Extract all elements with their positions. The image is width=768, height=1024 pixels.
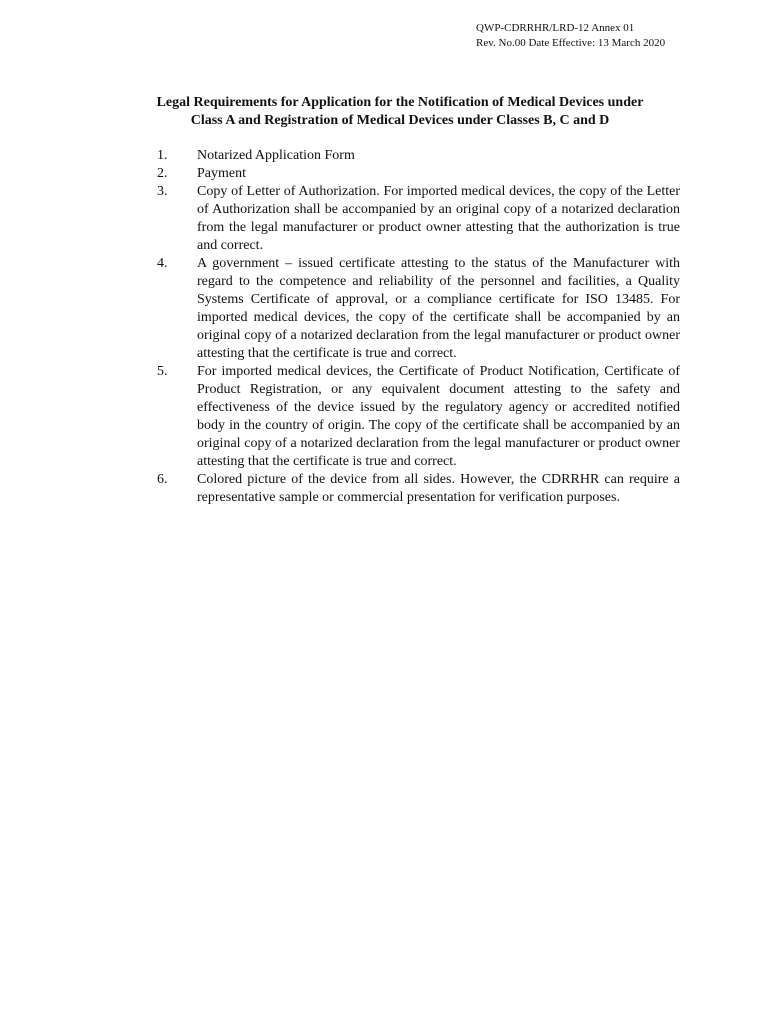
item-number: 3.: [157, 184, 168, 199]
list-item: [130, 183, 680, 255]
document-code: QWP-CDRRHR/LRD-12 Annex 01: [476, 22, 635, 34]
item-text: A government – issued certificate attesting to the status of the Manufacturer with regard to the competence and reliability of the personnel and facilities, a Quality Systems Certificate of approval, or a compliance certificate for ISO 13485. For imported medical devices, the copy of the certificate shall be accompanied by an original copy of a notarized declaration from the legal manufacturer or product owner attesting that the certificate is true and correct.: [197, 256, 680, 361]
item-text: For imported medical devices, the Certificate of Product Notification, Certificate of Product Registration, or any equivalent document attesting to the safety and effectiveness of the device issued by the regulatory agency or accredited notified body in the country of origin. The copy of the certificate shall be accompanied by an original copy of a notarized declaration from the legal manufacturer or product owner attesting that the certificate is true and correct.: [197, 364, 680, 469]
list-item: [130, 147, 680, 165]
item-number: 5.: [157, 364, 168, 379]
list-item: [130, 165, 680, 183]
list-item: [130, 471, 680, 507]
item-text: Notarized Application Form: [197, 148, 355, 163]
item-number: 4.: [157, 256, 168, 271]
title-line-2: Class A and Registration of Medical Devices under Classes B, C and D: [190, 113, 610, 128]
document-header: [476, 21, 665, 51]
item-number: 1.: [157, 148, 168, 163]
item-text: Copy of Letter of Authorization. For imported medical devices, the copy of the Letter of Authorization shall be accompanied by an original copy of a notarized declaration from the legal manufacturer or product owner attesting that the authorization is true and correct.: [197, 184, 680, 253]
item-text: Payment: [197, 166, 246, 181]
item-number: 6.: [157, 472, 168, 487]
document-title: [120, 94, 680, 130]
list-item: [130, 363, 680, 471]
list-item: [130, 255, 680, 363]
requirements-list: [130, 147, 680, 507]
revision-date: Rev. No.00 Date Effective: 13 March 2020: [476, 37, 666, 49]
item-number: 2.: [157, 166, 168, 181]
item-text: Colored picture of the device from all sides. However, the CDRRHR can require a representative sample or commercial presentation for verification purposes.: [197, 472, 680, 505]
title-line-1: Legal Requirements for Application for the Notification of Medical Devices under: [156, 95, 644, 110]
